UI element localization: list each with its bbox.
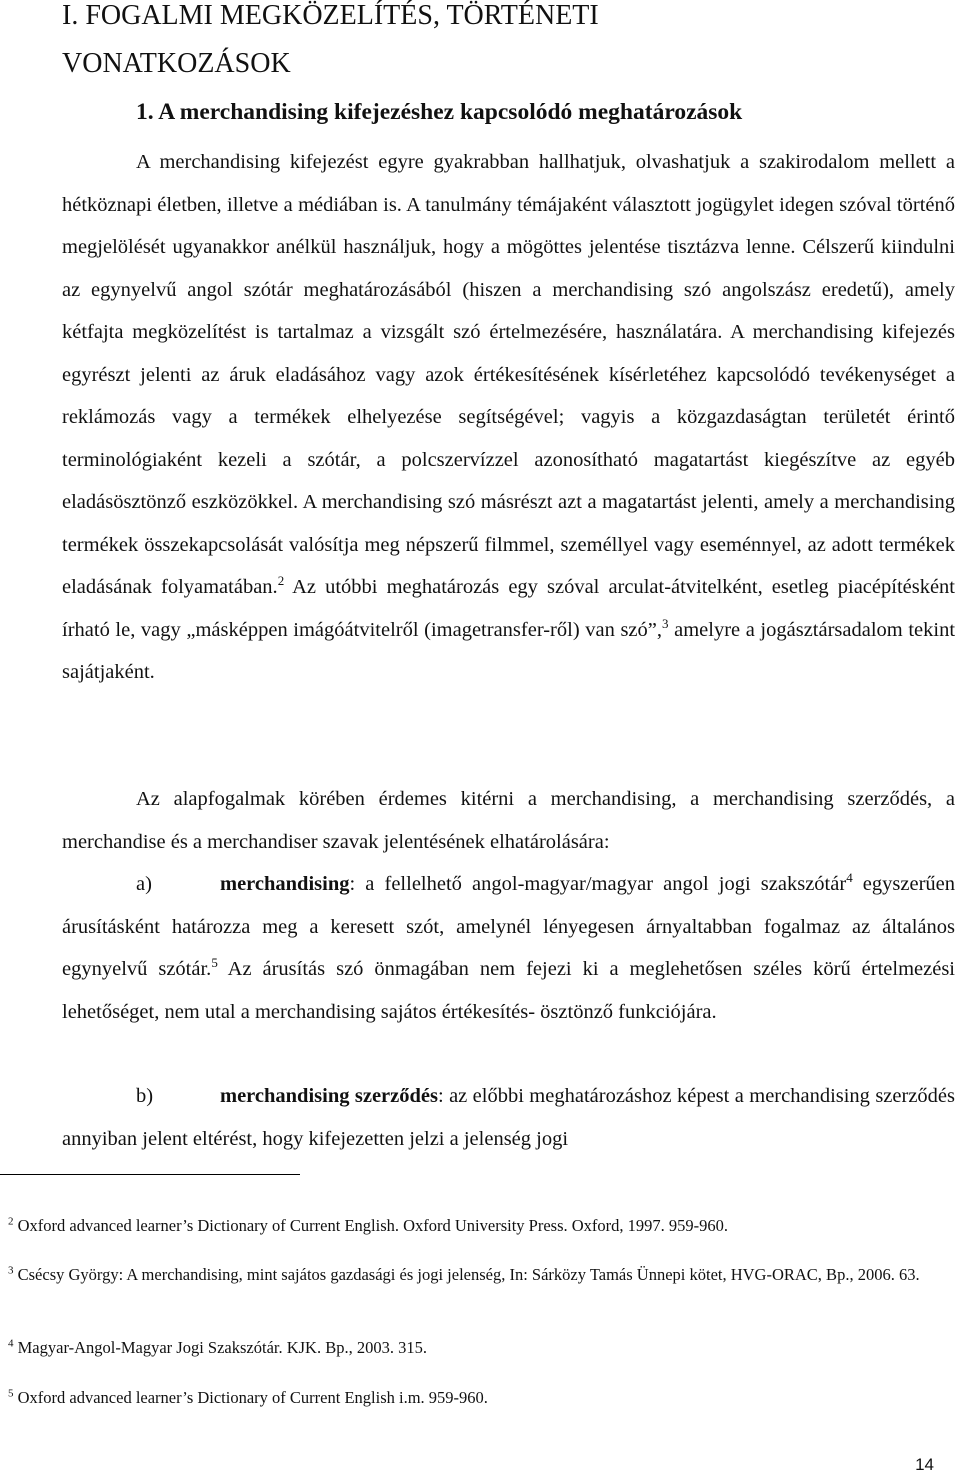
footnote-ref[interactable]: 3 <box>662 615 669 631</box>
footnote-number: 5 <box>8 1387 14 1400</box>
footnote-ref[interactable]: 2 <box>277 573 285 589</box>
footnote <box>8 1212 938 1239</box>
definition-term: merchandising <box>220 873 350 895</box>
list-marker: b) <box>136 1085 154 1107</box>
footnote-number: 3 <box>8 1264 14 1277</box>
footnote-text: Magyar-Angol-Magyar Jogi Szakszótár. KJK. Bp., 2003. 315. <box>13 1338 427 1357</box>
section-heading: 1. A merchandising kifejezéshez kapcsolódó meghatározások <box>136 99 743 125</box>
definition-text: : a fellelhető angol-magyar/magyar angol jogi szakszótár <box>349 873 847 895</box>
definition-item-a <box>62 863 955 1033</box>
footnote <box>8 1334 938 1361</box>
paragraph-intro <box>62 141 955 694</box>
page-number: 14 <box>915 1455 934 1474</box>
footnote-number: 2 <box>8 1215 14 1228</box>
definition-item-b <box>62 1075 955 1160</box>
definition-text: : az előbbi meghatározáshoz képest a merchandising szerződés annyiban jelent eltérést, hogy kifejezetten jelzi a jelenség jogi <box>62 1085 956 1150</box>
footnote-text: Csécsy György: A merchandising, mint sajátos gazdasági és jogi jelenség, In: Sárközy Tamás Ünnepi kötet, HVG-ORAC, Bp., 2006. 63. <box>13 1265 920 1284</box>
paragraph-concepts: Az alapfogalmak körében érdemes kitérni a merchandising, a merchandising szerződés, a merchandise és a merchandiser szavak jelentésének elhatárolására: <box>62 788 955 853</box>
list-marker: a) <box>136 873 152 895</box>
chapter-heading-line1: I. FOGALMI MEGKÖZELÍTÉS, TÖRTÉNETI <box>62 0 599 31</box>
footnote-ref[interactable]: 4 <box>846 870 853 886</box>
chapter-heading-line2: VONATKOZÁSOK <box>62 48 291 79</box>
definition-text: egyszerűen árusításként határozza meg a keresett szót, amelynél lényegesen árnyaltabban fogalmaz az általános egynyelvű szótár. <box>62 873 956 980</box>
paragraph-text: Az utóbbi meghatározás egy szóval arculat-átvitelként, esetleg piacépítésként írható le, vagy „másképpen imágóátvitelről (imagetransfer-ről) van szó”, <box>62 576 956 641</box>
definition-text: Az árusítás szó önmagában nem fejezi ki a meglehetősen széles körű értelmezési lehetőséget, nem utal a merchandising sajátos értékesítés- ösztönző funkciójára. <box>62 958 955 1023</box>
footnote-separator <box>0 1174 300 1175</box>
footnote <box>8 1261 938 1288</box>
footnote-text: Oxford advanced learner’s Dictionary of Current English. Oxford University Press. Oxford, 1997. 959-960. <box>13 1216 729 1235</box>
definition-term: merchandising szerződés <box>220 1085 438 1107</box>
footnote <box>8 1384 938 1411</box>
footnote-number: 4 <box>8 1337 14 1350</box>
footnote-text: Oxford advanced learner’s Dictionary of Current English i.m. 959-960. <box>13 1388 488 1407</box>
paragraph-text: A merchandising kifejezést egyre gyakrabban hallhatjuk, olvashatjuk a szakirodalom mellett a hétköznapi életben, illetve a médiában is. A tanulmány témájaként választott jogügylet idegen szóval történő megjelölését ugyanakkor anélkül használjuk, hogy a mögöttes jelentése tisztázva lenne. Célszerű kiindulni az egynyelvű angol szótár meghatározásából (hiszen a merchandising szó angolszász eredetű), amely kétfajta megközelítést is tartalmaz a vizsgált szó értelmezésére, használatára. A merchandising kifejezés egyrészt jelenti az áruk eladásához vagy azok értékesítésének kísérletéhez kapcsolódó tevékenységet a reklámozás vagy a termékek elhelyezése segítségével; vagyis a közgazdaságtan területét érintő terminológiaként kezeli a szótár, a polcszervízzel azonosítható magatartást kiegészítve az egyéb eladásösztönző eszközökkel. A merchandising szó másrészt azt a magatartást jelenti, amely a merchandising termékek összekapcsolását valósítja meg népszerű filmmel, személlyel vagy eseménnyel, az adott termékek eladásának folyamatában. <box>62 151 955 598</box>
footnote-ref[interactable]: 5 <box>211 955 218 971</box>
paragraph-text: amelyre a jogásztársadalom tekint sajátjaként. <box>62 618 956 683</box>
